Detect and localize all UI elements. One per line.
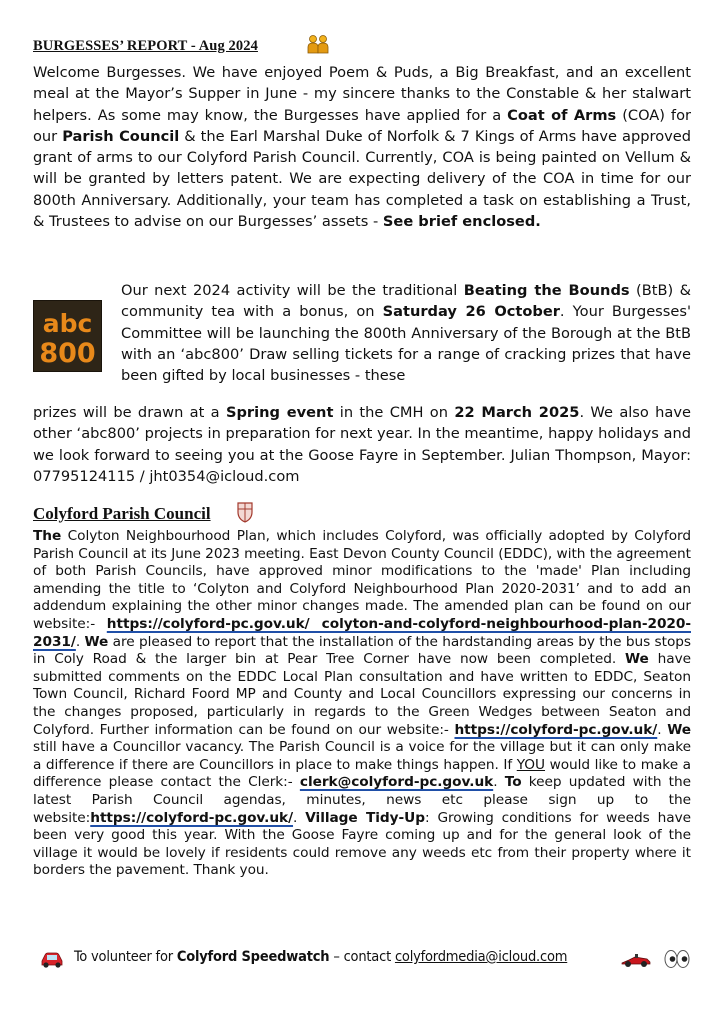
coat-of-arms-bold: Coat of Arms xyxy=(507,106,617,124)
text-run: . Your Burgesses' Committee will be launching the 800th Anniversary of the Borough at the BtB with an ‘abc800’ Draw selling tickets for a range of cracking prizes that have been gifted by local businesses - these xyxy=(121,303,691,385)
text-run: keep updated with the latest Parish Council agendas, minutes, news etc please sign up to the website: xyxy=(33,774,691,826)
burgesses-intro-paragraph xyxy=(33,62,691,232)
text-run: : Growing conditions for weeds have been very good this year. With the Goose Fayre coming up and for the general look of the village it would be lovely if residents could remove any weeds etc from their property where it borders the pavement. Thank you. xyxy=(33,809,691,879)
spring-date-bold: 22 March 2025 xyxy=(454,404,580,421)
parish-council-bold: Parish Council xyxy=(62,127,180,145)
text-run: We xyxy=(667,721,691,738)
text-run: Our next 2024 activity will be the traditional xyxy=(121,282,464,299)
speedwatch-footer xyxy=(40,948,690,974)
text-run: (BtB) & community tea with a bonus, on xyxy=(121,282,691,321)
text-run: . We also have other ‘abc800’ projects in preparation for next year. In the meantime, happy holidays and we look forward to seeing you at the Goose Fayre in September. xyxy=(33,404,691,464)
text-run: have submitted comments on the EDDC Local Plan consultation and have written to EDDC, Seaton Town Council, Richard Foord MP and County and Local Councillors expressing our concerns in the changes proposed, particularly in regards to the Green Wedges between Seaton and Colyford. Further information can be found on our website:- xyxy=(33,651,691,738)
text-run: Welcome Burgesses. We have enjoyed Poem & Puds, a Big Breakfast, and an excellent meal at the Mayor’s Supper in June - my sincere thanks to the Constable & her stalwart helpers. As some may know, the Burgesses have applied for a xyxy=(33,64,691,124)
media-email-link[interactable]: colyfordmedia@icloud.com xyxy=(394,949,568,965)
text-run: YOU xyxy=(516,756,546,773)
clerk-email-link[interactable]: clerk@colyford-pc.gov.uk xyxy=(299,774,494,791)
mayor-signature: Julian Thompson, Mayor: 07795124115 / jht0354@icloud.com xyxy=(33,446,692,485)
parish-council-heading: Colyford Parish Council xyxy=(33,504,211,523)
text-run: . xyxy=(293,809,306,826)
speedwatch-name: Colyford Speedwatch xyxy=(176,949,330,965)
text-run: prizes will be drawn at a xyxy=(33,404,226,421)
eyes-icon xyxy=(664,949,690,969)
text-run: To volunteer for xyxy=(74,949,177,965)
race-car-icon xyxy=(621,952,651,968)
beating-the-bounds-bold: Beating the Bounds xyxy=(463,282,630,299)
svg-text:abc: abc xyxy=(42,309,93,338)
text-run: . xyxy=(493,774,505,791)
neighbourhood-plan-link[interactable]: https://colyford-pc.gov.uk/ colyton-and-colyford-neighbourhood-plan-2020-2031/ xyxy=(33,615,691,650)
text-run: in the CMH on xyxy=(333,404,455,421)
shield-icon xyxy=(236,501,254,523)
beating-the-bounds-paragraph xyxy=(121,280,691,386)
text-run: The xyxy=(33,528,62,544)
text-run: To xyxy=(504,774,522,791)
speedwatch-text xyxy=(74,949,567,965)
text-run: . xyxy=(75,633,85,650)
svg-text:800: 800 xyxy=(39,338,96,369)
burgesses-report-heading: BURGESSES’ REPORT - Aug 2024 xyxy=(33,38,258,54)
abc800-logo xyxy=(33,300,102,372)
text-run: – contact xyxy=(329,949,395,965)
text-run: & the Earl Marshal Duke of Norfolk & 7 Kings of Arms have approved grant of arms to our Colyford Parish Council. Currently, COA is being painted on Vellum & will be granted by letters patent. We are expecting delivery of the COA in time for our 800th Anniversary. Additionally, your team has completed a task on establishing a Trust, & Trustees to advise on our Burgesses’ assets - xyxy=(33,127,692,231)
text-run: are pleased to report that the installation of the hardstanding areas by the bus stops in Coly Road & the larger bin at Pear Tree Corner have now been completed. xyxy=(33,633,691,668)
text-run: (COA) for our xyxy=(33,106,692,145)
text-run: . xyxy=(657,721,668,738)
spring-event-paragraph xyxy=(33,402,691,487)
text-run: Colyton Neighbourhood Plan, which includes Colyford, was officially adopted by Colyford Parish Council at its June 2023 meeting. East Devon County Council (EDDC), with the agreement of both Parish Councils, have approved minor modifications to the 'made' Plan including amending the title to ‘Colyton and Colyford Neighbourhood Plan 2020-2031’ and to add an addendum explaining the other minor changes made. The amended plan can be found on our website:- xyxy=(33,528,691,632)
see-brief-bold: See brief enclosed. xyxy=(382,213,541,231)
parish-website-link[interactable]: https://colyford-pc.gov.uk/ xyxy=(454,721,658,738)
text-run: would like to make a difference please contact the Clerk:- xyxy=(33,756,691,791)
village-tidy-up-bold: Village Tidy-Up xyxy=(305,809,425,826)
text-run: We xyxy=(625,651,649,668)
text-run: We xyxy=(84,633,109,650)
signup-website-link[interactable]: https://colyford-pc.gov.uk/ xyxy=(90,809,294,826)
text-run: still have a Councillor vacancy. The Parish Council is a voice for the village but it can only make a difference if there are Councillors in place to make things happen. If xyxy=(33,739,691,773)
people-icon xyxy=(307,34,329,54)
event-date-bold: Saturday 26 October xyxy=(382,303,560,321)
spring-event-bold: Spring event xyxy=(225,404,334,421)
parish-council-paragraph xyxy=(33,528,691,880)
red-car-icon xyxy=(40,950,64,968)
